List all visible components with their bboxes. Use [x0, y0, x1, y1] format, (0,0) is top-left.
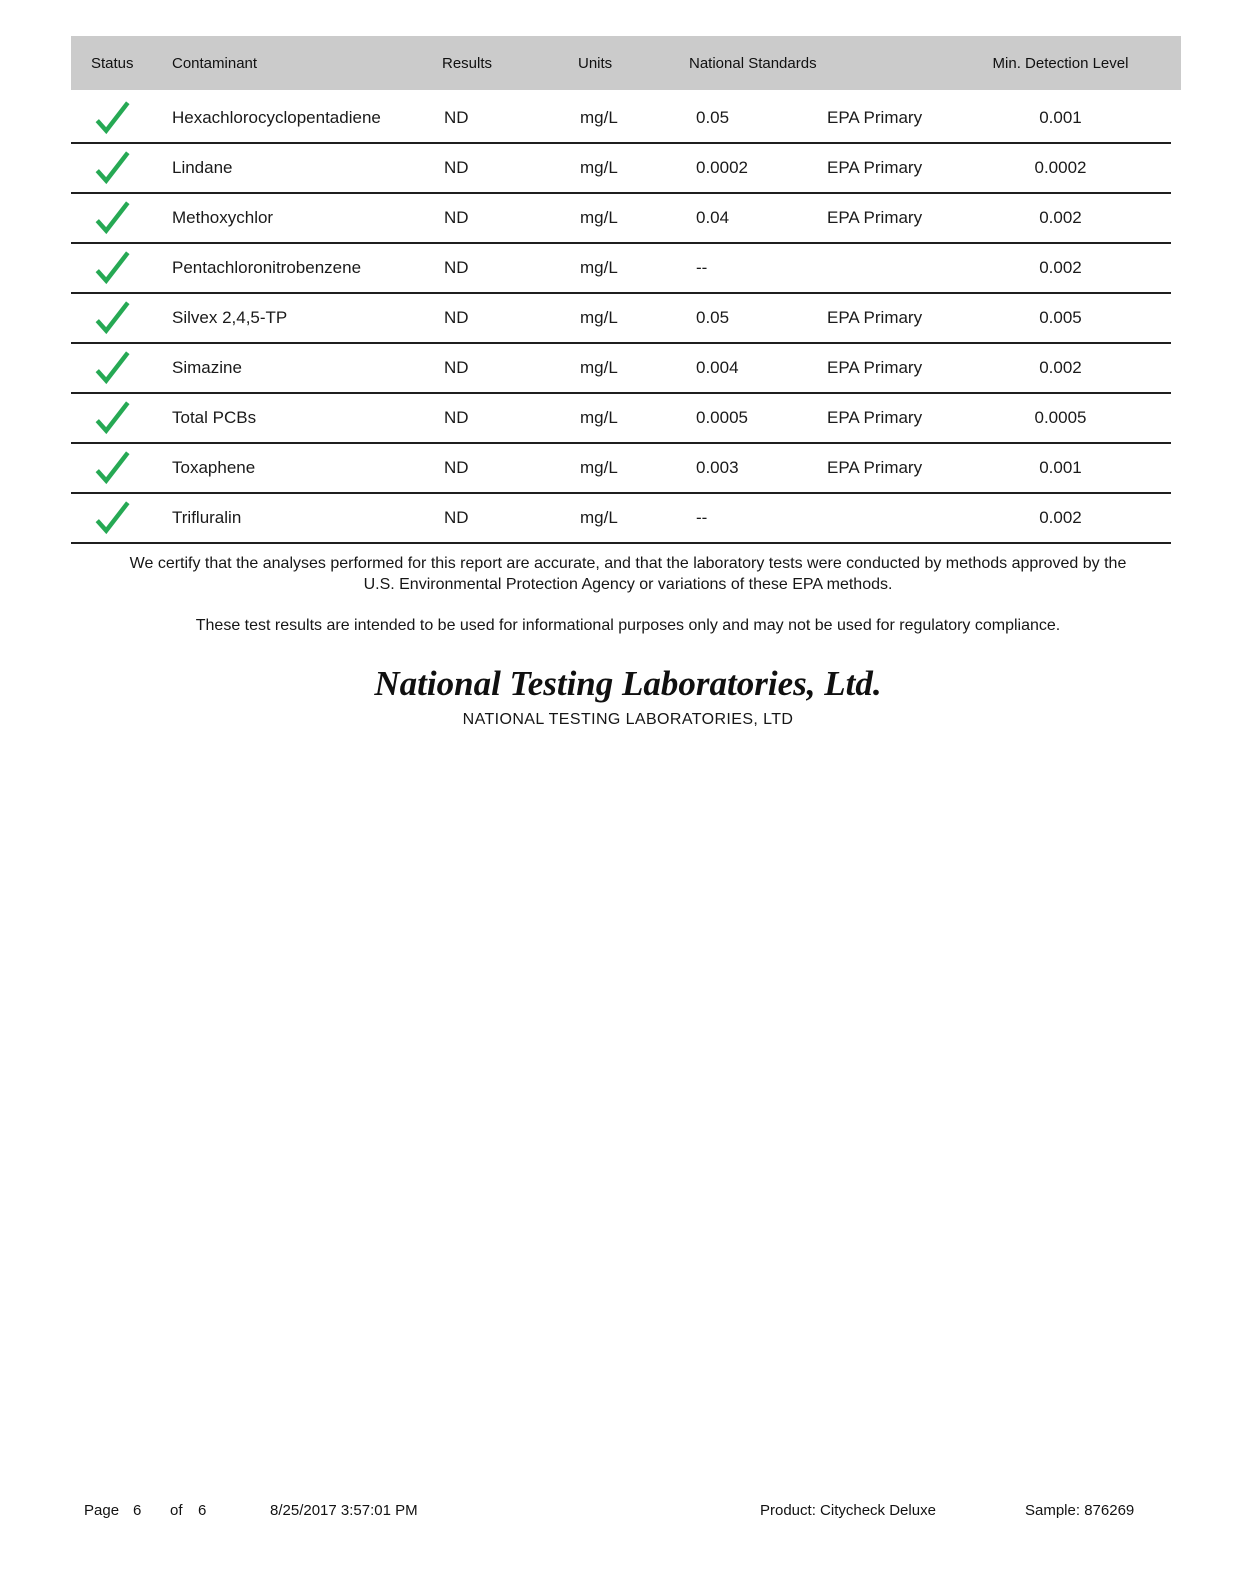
units-cell: mg/L: [580, 258, 618, 277]
contaminant-cell: Hexachlorocyclopentadiene: [172, 108, 381, 127]
results-cell: ND: [444, 108, 469, 127]
table-body: [71, 94, 1171, 544]
results-cell: ND: [444, 458, 469, 477]
table-row: [71, 394, 1171, 444]
standard-type-cell: EPA Primary: [827, 158, 923, 177]
page-footer: [0, 1502, 1256, 1524]
status-cell: [71, 500, 165, 536]
contaminant-cell: Pentachloronitrobenzene: [172, 258, 362, 277]
check-icon: [92, 100, 132, 136]
units-cell: mg/L: [580, 358, 618, 377]
units-cell: mg/L: [580, 208, 618, 227]
table-row: [71, 444, 1171, 494]
company-subtitle: NATIONAL TESTING LABORATORIES, LTD: [462, 711, 794, 728]
footer-of-label: of: [170, 1502, 183, 1519]
contaminant-cell: Silvex 2,4,5-TP: [172, 308, 288, 327]
standard-value-cell: 0.003: [696, 458, 739, 477]
units-cell: mg/L: [580, 508, 618, 527]
contaminant-cell: Trifluralin: [172, 508, 242, 527]
min-detection-cell: 0.001: [1039, 458, 1082, 477]
status-cell: [71, 250, 165, 286]
standard-value-cell: 0.04: [696, 208, 730, 227]
contaminant-cell: Total PCBs: [172, 408, 257, 427]
standard-value-cell: --: [696, 258, 708, 277]
status-cell: [71, 300, 165, 336]
check-icon: [92, 250, 132, 286]
table-row: [71, 244, 1171, 294]
results-cell: ND: [444, 158, 469, 177]
min-detection-cell: 0.005: [1039, 308, 1082, 327]
table-row: [71, 94, 1171, 144]
standard-value-cell: 0.0002: [696, 158, 748, 177]
company-name: National Testing Laboratories, Ltd.: [374, 664, 882, 703]
standard-type-cell: EPA Primary: [827, 308, 923, 327]
units-cell: mg/L: [580, 308, 618, 327]
min-detection-cell: 0.0005: [1034, 408, 1087, 427]
contaminant-cell: Simazine: [172, 358, 242, 377]
min-detection-cell: 0.002: [1039, 508, 1082, 527]
min-detection-cell: 0.0002: [1034, 158, 1087, 177]
status-cell: [71, 200, 165, 236]
check-icon: [92, 300, 132, 336]
min-detection-cell: 0.001: [1039, 108, 1082, 127]
results-cell: ND: [444, 208, 469, 227]
units-cell: mg/L: [580, 108, 618, 127]
units-cell: mg/L: [580, 408, 618, 427]
contaminant-cell: Methoxychlor: [172, 208, 274, 227]
standard-type-cell: EPA Primary: [827, 458, 923, 477]
status-cell: [71, 350, 165, 386]
results-cell: ND: [444, 508, 469, 527]
contaminant-cell: Toxaphene: [172, 458, 256, 477]
footer-product: Product: Citycheck Deluxe: [760, 1502, 936, 1519]
standard-value-cell: 0.004: [696, 358, 739, 377]
certification-statement: We certify that the analyses performed for this report are accurate, and that the laboratory tests were conducted by methods approved by the U.S. Environmental Protection Agency or variations of these EPA methods.: [129, 555, 1127, 593]
company-block: [0, 664, 1256, 729]
units-cell: mg/L: [580, 158, 618, 177]
table-header-row: [71, 36, 1181, 90]
column-header-status: Status: [91, 54, 134, 72]
min-detection-cell: 0.002: [1039, 208, 1082, 227]
standard-type-cell: EPA Primary: [827, 208, 923, 227]
footer-datetime: 8/25/2017 3:57:01 PM: [270, 1502, 418, 1519]
check-icon: [92, 500, 132, 536]
status-cell: [71, 150, 165, 186]
check-icon: [92, 350, 132, 386]
column-header-national-standards: National Standards: [689, 54, 817, 72]
results-table: [71, 36, 1181, 544]
table-row: [71, 494, 1171, 544]
certification-block: [78, 553, 1178, 636]
footer-sample: Sample: 876269: [1025, 1502, 1135, 1519]
disclaimer-statement: These test results are intended to be used for informational purposes only and may not be used for regulatory compliance.: [195, 617, 1061, 634]
results-cell: ND: [444, 408, 469, 427]
min-detection-cell: 0.002: [1039, 258, 1082, 277]
standard-value-cell: 0.05: [696, 108, 730, 127]
results-cell: ND: [444, 358, 469, 377]
results-cell: ND: [444, 308, 469, 327]
contaminant-cell: Lindane: [172, 158, 233, 177]
check-icon: [92, 450, 132, 486]
column-header-min-detection: Min. Detection Level: [992, 54, 1129, 72]
table-row: [71, 194, 1171, 244]
status-cell: [71, 400, 165, 436]
standard-value-cell: 0.0005: [696, 408, 748, 427]
check-icon: [92, 150, 132, 186]
standard-type-cell: EPA Primary: [827, 408, 923, 427]
footer-page-label: Page: [84, 1502, 120, 1519]
status-cell: [71, 450, 165, 486]
standard-value-cell: 0.05: [696, 308, 730, 327]
check-icon: [92, 400, 132, 436]
check-icon: [92, 200, 132, 236]
standard-type-cell: EPA Primary: [827, 358, 923, 377]
table-row: [71, 344, 1171, 394]
standard-value-cell: --: [696, 508, 708, 527]
footer-page-total: 6: [198, 1502, 207, 1519]
table-row: [71, 144, 1171, 194]
column-header-units: Units: [578, 54, 613, 72]
column-header-results: Results: [442, 54, 493, 72]
column-header-contaminant: Contaminant: [172, 54, 258, 72]
results-cell: ND: [444, 258, 469, 277]
min-detection-cell: 0.002: [1039, 358, 1082, 377]
table-row: [71, 294, 1171, 344]
footer-page-number: 6: [133, 1502, 142, 1519]
status-cell: [71, 100, 165, 136]
standard-type-cell: EPA Primary: [827, 108, 923, 127]
units-cell: mg/L: [580, 458, 618, 477]
